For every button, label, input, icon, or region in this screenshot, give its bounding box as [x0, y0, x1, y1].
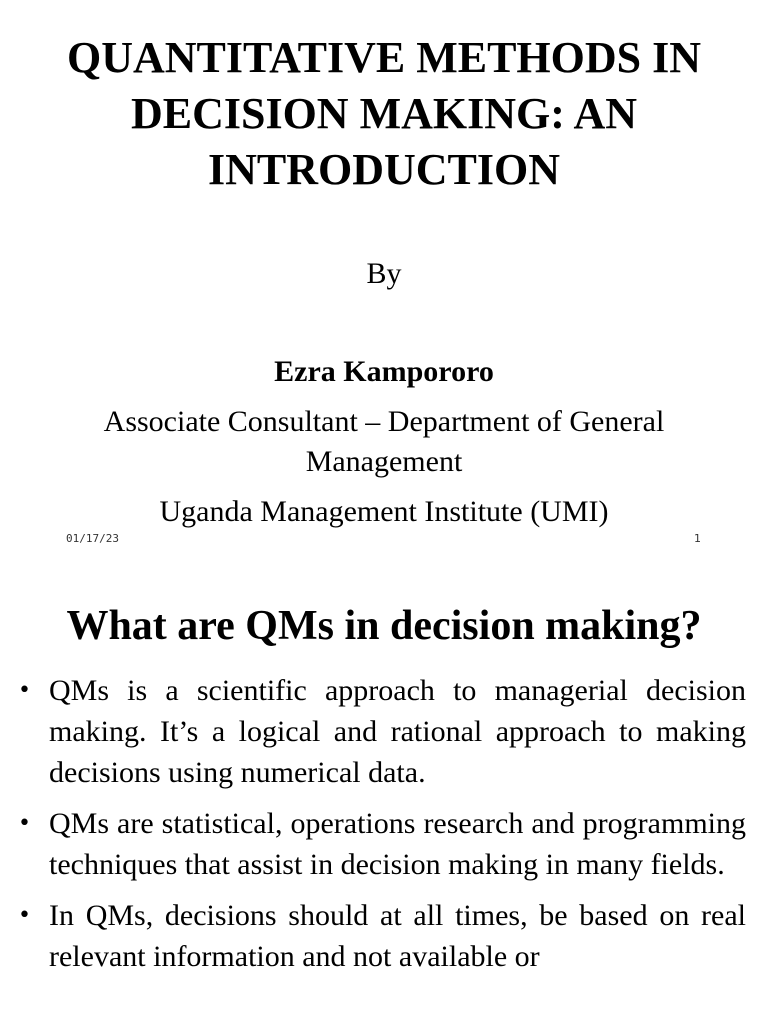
institution: Uganda Management Institute (UMI): [159, 495, 609, 528]
bullet-list: [18, 670, 746, 987]
title-line: DECISION MAKING: AN: [130, 89, 638, 138]
bullet-text: In QMs, decisions should at all times, be based on real relevant information and not available or: [49, 899, 746, 973]
slide-title: [0, 30, 768, 198]
bullet-text: QMs are statistical, operations research and programming techniques that assist in decision making in many fields.: [49, 807, 746, 881]
slide-title: What are QMs in decision making?: [66, 603, 702, 649]
bullet-icon: •: [18, 903, 31, 928]
bullet-icon: •: [18, 678, 31, 703]
author-name: Ezra Kampororo: [274, 355, 494, 388]
page-number: 1: [694, 532, 701, 545]
list-item: [18, 895, 746, 977]
bullet-icon: •: [18, 811, 31, 836]
list-item: [18, 670, 746, 793]
author-role: Associate Consultant – Department of General Management: [103, 405, 665, 478]
slide-date: 01/17/23: [66, 532, 119, 545]
by-label: By: [366, 257, 402, 290]
bullet-text: QMs is a scientific approach to managerial decision making. It’s a logical and rational approach to making decisions using numerical data.: [49, 674, 746, 789]
title-line: INTRODUCTION: [207, 145, 561, 194]
list-item: [18, 803, 746, 885]
title-line: QUANTITATIVE METHODS IN: [66, 33, 702, 82]
slide-2: [0, 560, 768, 1024]
